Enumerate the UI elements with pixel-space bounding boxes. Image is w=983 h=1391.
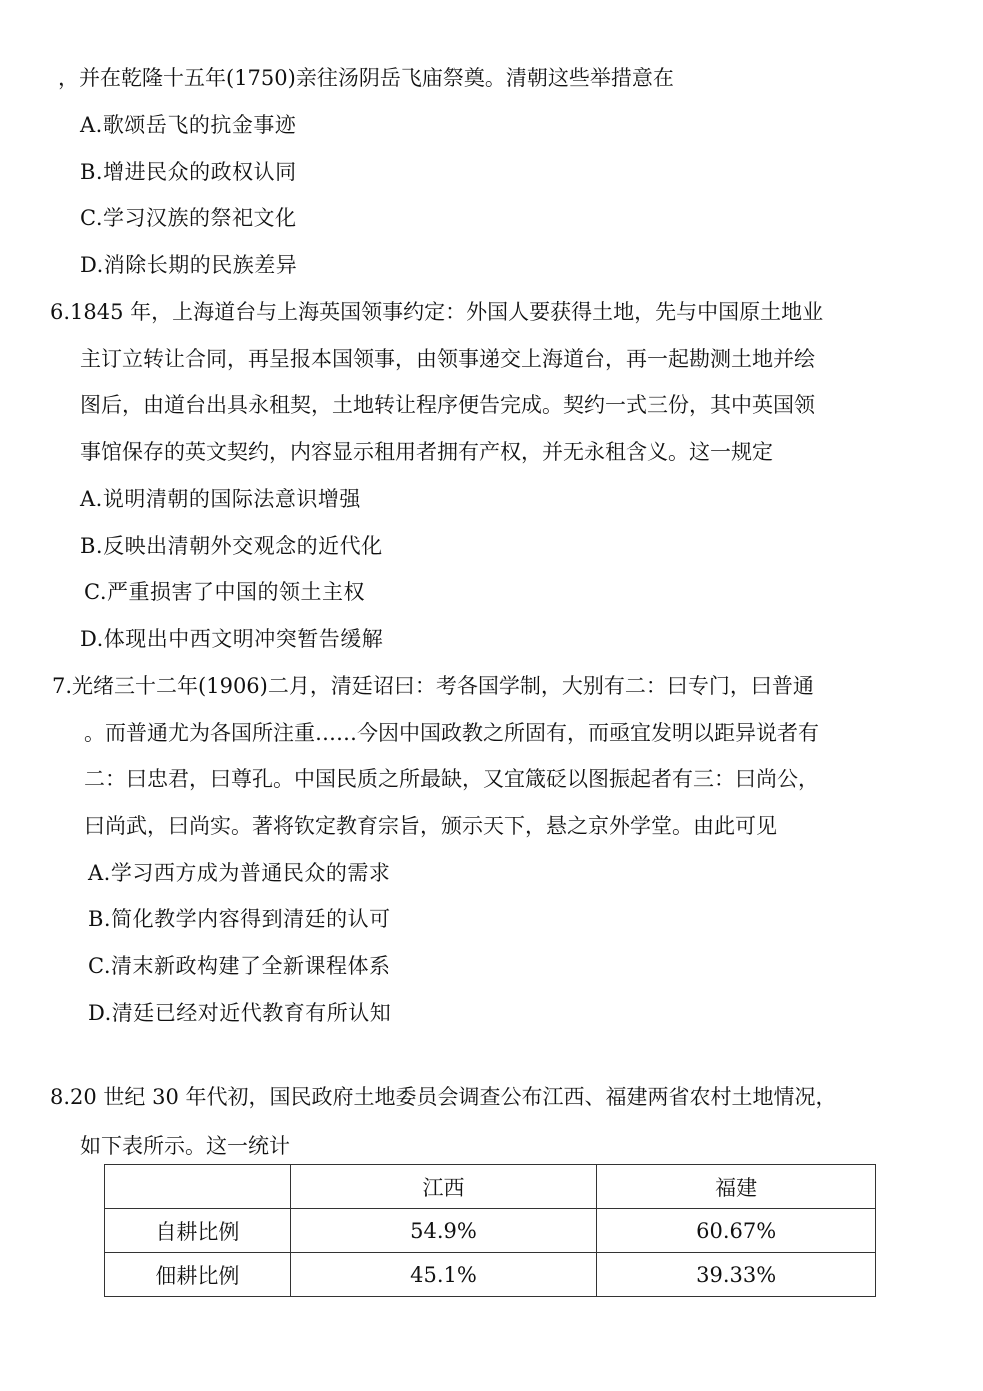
q7-stem-line-2: 。而普通尤为各国所注重……今因中国政教之所固有，而亟宜发明以距异说者有 [84, 721, 819, 745]
table-header-cell-fujian: 福建 [597, 1165, 876, 1209]
q5-stem-tail: ，并在乾隆十五年(1750)亲往汤阴岳飞庙祭奠。清朝这些举措意在 [58, 66, 674, 90]
q7-stem-line-1: 7.光绪三十二年(1906)二月，清廷诏曰：考各国学制，大别有二：曰专门，曰普通 [52, 674, 814, 698]
table-header-cell-jiangxi: 江西 [290, 1165, 597, 1209]
q6-stem-line-2: 主订立转让合同，再呈报本国领事，由领事递交上海道台，再一起勘测土地并绘 [80, 347, 815, 371]
table-header-row [105, 1165, 876, 1209]
q7-stem-line-4: 曰尚武，曰尚实。著将钦定教育宗旨，颁示天下，悬之京外学堂。由此可见 [84, 814, 777, 838]
q7-option-a: A.学习西方成为普通民众的需求 [88, 861, 391, 885]
table-row [105, 1209, 876, 1253]
q7-stem-line-3: 二：曰忠君，曰尊孔。中国民质之所最缺，又宜箴砭以图振起者有三：曰尚公， [84, 767, 819, 791]
q8-stem-line-1: 8.20 世纪 30 年代初，国民政府土地委员会调查公布江西、福建两省农村土地情况， [50, 1085, 837, 1109]
table-header-cell-empty [105, 1165, 291, 1209]
table-row [105, 1253, 876, 1297]
q6-option-a: A.说明清朝的国际法意识增强 [80, 487, 361, 511]
q6-stem-line-4: 事馆保存的英文契约，内容显示租用者拥有产权，并无永租含义。这一规定 [80, 440, 773, 464]
q5-option-c: C.学习汉族的祭祀文化 [80, 206, 297, 230]
q6-stem-line-1: 6.1845 年，上海道台与上海英国领事约定：外国人要获得土地，先与中国原土地业 [50, 300, 824, 324]
land-statistics-table [104, 1164, 876, 1297]
q6-stem-line-3: 图后，由道台出具永租契，土地转让程序便告完成。契约一式三份，其中英国领 [80, 393, 815, 417]
q5-option-d: D.消除长期的民族差异 [80, 253, 298, 277]
table-row-label: 佃耕比例 [105, 1253, 291, 1297]
q5-option-a: A.歌颂岳飞的抗金事迹 [80, 113, 297, 137]
q8-stem-line-2: 如下表所示。这一统计 [80, 1134, 290, 1158]
table-cell: 60.67% [597, 1209, 876, 1253]
table-cell: 39.33% [597, 1253, 876, 1297]
q6-option-b: B.反映出清朝外交观念的近代化 [80, 534, 383, 558]
q7-option-d: D.清廷已经对近代教育有所认知 [88, 1001, 392, 1025]
table-row-label: 自耕比例 [105, 1209, 291, 1253]
q6-option-c: C.严重损害了中国的领土主权 [84, 580, 365, 604]
table-cell: 45.1% [290, 1253, 597, 1297]
q7-option-c: C.清末新政构建了全新课程体系 [88, 954, 391, 978]
q6-option-d: D.体现出中西文明冲突暂告缓解 [80, 627, 384, 651]
table-cell: 54.9% [290, 1209, 597, 1253]
q7-option-b: B.简化教学内容得到清廷的认可 [88, 907, 391, 931]
q5-option-b: B.增进民众的政权认同 [80, 160, 297, 184]
